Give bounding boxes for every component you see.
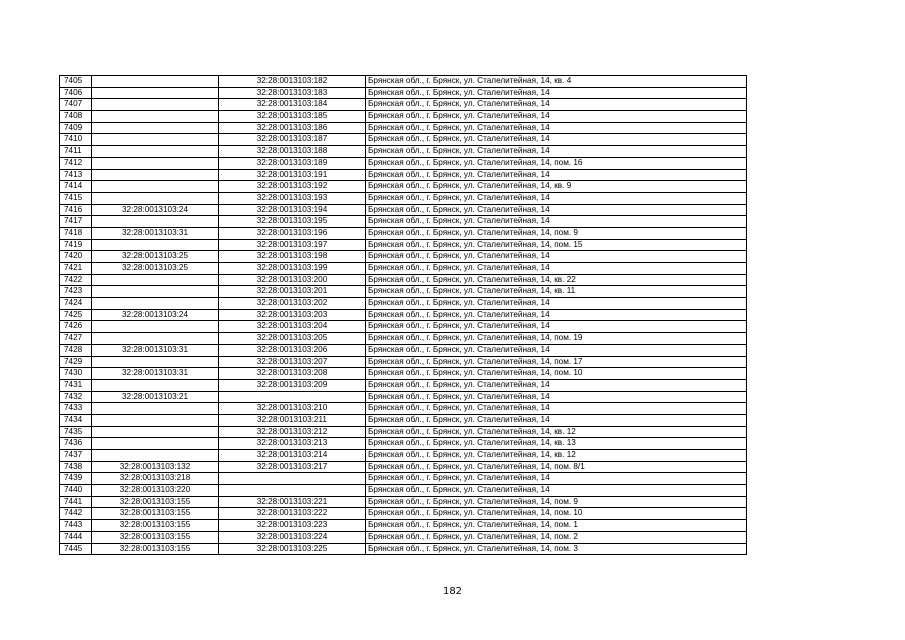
row-number-cell: 7422	[60, 274, 92, 286]
table-row	[60, 99, 747, 111]
row-number-cell: 7430	[60, 368, 92, 380]
table-row	[60, 286, 747, 298]
row-number-cell: 7435	[60, 426, 92, 438]
address-cell: Брянская обл., г. Брянск, ул. Сталелитейная, 14	[366, 216, 747, 228]
object-cadastral-number-cell: 32:28:0013103:213	[219, 438, 366, 450]
object-cadastral-number-cell: 32:28:0013103:191	[219, 169, 366, 181]
table-row	[60, 309, 747, 321]
row-number-cell: 7445	[60, 543, 92, 555]
row-number-cell: 7415	[60, 192, 92, 204]
table-row	[60, 169, 747, 181]
object-cadastral-number-cell: 32:28:0013103:221	[219, 496, 366, 508]
table-row	[60, 403, 747, 415]
object-cadastral-number-cell: 32:28:0013103:197	[219, 239, 366, 251]
table-row	[60, 181, 747, 193]
address-cell: Брянская обл., г. Брянск, ул. Сталелитейная, 14	[366, 122, 747, 134]
land-parcel-cadastral-cell	[92, 192, 219, 204]
property-registry-table	[59, 75, 747, 555]
table-row	[60, 461, 747, 473]
land-parcel-cadastral-cell	[92, 298, 219, 310]
object-cadastral-number-cell: 32:28:0013103:209	[219, 379, 366, 391]
address-cell: Брянская обл., г. Брянск, ул. Сталелитейная, 14	[366, 344, 747, 356]
land-parcel-cadastral-cell	[92, 122, 219, 134]
address-cell: Брянская обл., г. Брянск, ул. Сталелитейная, 14	[366, 414, 747, 426]
table-row	[60, 204, 747, 216]
row-number-cell: 7419	[60, 239, 92, 251]
address-cell: Брянская обл., г. Брянск, ул. Сталелитейная, 14, кв. 4	[366, 76, 747, 88]
land-parcel-cadastral-cell	[92, 134, 219, 146]
address-cell: Брянская обл., г. Брянск, ул. Сталелитейная, 14	[366, 321, 747, 333]
land-parcel-cadastral-cell: 32:28:0013103:25	[92, 263, 219, 275]
object-cadastral-number-cell: 32:28:0013103:196	[219, 227, 366, 239]
table-row	[60, 531, 747, 543]
row-number-cell: 7407	[60, 99, 92, 111]
land-parcel-cadastral-cell	[92, 181, 219, 193]
table-row	[60, 216, 747, 228]
row-number-cell: 7443	[60, 520, 92, 532]
object-cadastral-number-cell: 32:28:0013103:211	[219, 414, 366, 426]
row-number-cell: 7437	[60, 450, 92, 462]
row-number-cell: 7444	[60, 531, 92, 543]
land-parcel-cadastral-cell	[92, 216, 219, 228]
row-number-cell: 7410	[60, 134, 92, 146]
land-parcel-cadastral-cell	[92, 356, 219, 368]
address-cell: Брянская обл., г. Брянск, ул. Сталелитейная, 14, пом. 9	[366, 227, 747, 239]
address-cell: Брянская обл., г. Брянск, ул. Сталелитейная, 14	[366, 263, 747, 275]
address-cell: Брянская обл., г. Брянск, ул. Сталелитейная, 14, пом. 17	[366, 356, 747, 368]
address-cell: Брянская обл., г. Брянск, ул. Сталелитейная, 14	[366, 169, 747, 181]
address-cell: Брянская обл., г. Брянск, ул. Сталелитейная, 14, пом. 2	[366, 531, 747, 543]
address-cell: Брянская обл., г. Брянск, ул. Сталелитейная, 14	[366, 309, 747, 321]
table-row	[60, 520, 747, 532]
object-cadastral-number-cell: 32:28:0013103:202	[219, 298, 366, 310]
table-row	[60, 543, 747, 555]
object-cadastral-number-cell: 32:28:0013103:189	[219, 157, 366, 169]
land-parcel-cadastral-cell	[92, 403, 219, 415]
address-cell: Брянская обл., г. Брянск, ул. Сталелитейная, 14, пом. 3	[366, 543, 747, 555]
table-row	[60, 473, 747, 485]
object-cadastral-number-cell: 32:28:0013103:223	[219, 520, 366, 532]
object-cadastral-number-cell: 32:28:0013103:184	[219, 99, 366, 111]
land-parcel-cadastral-cell	[92, 146, 219, 158]
row-number-cell: 7425	[60, 309, 92, 321]
object-cadastral-number-cell: 32:28:0013103:200	[219, 274, 366, 286]
object-cadastral-number-cell: 32:28:0013103:204	[219, 321, 366, 333]
row-number-cell: 7418	[60, 227, 92, 239]
row-number-cell: 7426	[60, 321, 92, 333]
object-cadastral-number-cell: 32:28:0013103:205	[219, 333, 366, 345]
table-row	[60, 450, 747, 462]
object-cadastral-number-cell: 32:28:0013103:210	[219, 403, 366, 415]
address-cell: Брянская обл., г. Брянск, ул. Сталелитейная, 14, пом. 15	[366, 239, 747, 251]
table-row	[60, 157, 747, 169]
object-cadastral-number-cell: 32:28:0013103:183	[219, 87, 366, 99]
address-cell: Брянская обл., г. Брянск, ул. Сталелитейная, 14, кв. 11	[366, 286, 747, 298]
object-cadastral-number-cell	[219, 485, 366, 497]
land-parcel-cadastral-cell	[92, 76, 219, 88]
page-number: 182	[442, 586, 463, 597]
object-cadastral-number-cell: 32:28:0013103:186	[219, 122, 366, 134]
row-number-cell: 7421	[60, 263, 92, 275]
object-cadastral-number-cell: 32:28:0013103:185	[219, 111, 366, 123]
address-cell: Брянская обл., г. Брянск, ул. Сталелитейная, 14	[366, 134, 747, 146]
table-row	[60, 368, 747, 380]
land-parcel-cadastral-cell: 32:28:0013103:132	[92, 461, 219, 473]
land-parcel-cadastral-cell	[92, 321, 219, 333]
object-cadastral-number-cell: 32:28:0013103:224	[219, 531, 366, 543]
table-row	[60, 426, 747, 438]
address-cell: Брянская обл., г. Брянск, ул. Сталелитейная, 14	[366, 146, 747, 158]
address-cell: Брянская обл., г. Брянск, ул. Сталелитейная, 14, кв. 12	[366, 450, 747, 462]
row-number-cell: 7416	[60, 204, 92, 216]
land-parcel-cadastral-cell	[92, 414, 219, 426]
land-parcel-cadastral-cell	[92, 99, 219, 111]
table-row	[60, 87, 747, 99]
row-number-cell: 7413	[60, 169, 92, 181]
row-number-cell: 7423	[60, 286, 92, 298]
address-cell: Брянская обл., г. Брянск, ул. Сталелитейная, 14, пом. 19	[366, 333, 747, 345]
row-number-cell: 7411	[60, 146, 92, 158]
address-cell: Брянская обл., г. Брянск, ул. Сталелитейная, 14, кв. 13	[366, 438, 747, 450]
land-parcel-cadastral-cell	[92, 426, 219, 438]
row-number-cell: 7414	[60, 181, 92, 193]
land-parcel-cadastral-cell	[92, 87, 219, 99]
object-cadastral-number-cell: 32:28:0013103:187	[219, 134, 366, 146]
object-cadastral-number-cell: 32:28:0013103:207	[219, 356, 366, 368]
table-row	[60, 251, 747, 263]
row-number-cell: 7434	[60, 414, 92, 426]
table-row	[60, 414, 747, 426]
land-parcel-cadastral-cell: 32:28:0013103:31	[92, 344, 219, 356]
table-row	[60, 333, 747, 345]
table-row	[60, 239, 747, 251]
row-number-cell: 7429	[60, 356, 92, 368]
land-parcel-cadastral-cell	[92, 379, 219, 391]
object-cadastral-number-cell: 32:28:0013103:195	[219, 216, 366, 228]
table-row	[60, 508, 747, 520]
object-cadastral-number-cell: 32:28:0013103:199	[219, 263, 366, 275]
table-row	[60, 263, 747, 275]
land-parcel-cadastral-cell: 32:28:0013103:24	[92, 309, 219, 321]
address-cell: Брянская обл., г. Брянск, ул. Сталелитейная, 14, пом. 1	[366, 520, 747, 532]
address-cell: Брянская обл., г. Брянск, ул. Сталелитейная, 14	[366, 204, 747, 216]
land-parcel-cadastral-cell: 32:28:0013103:155	[92, 496, 219, 508]
table-row	[60, 122, 747, 134]
object-cadastral-number-cell: 32:28:0013103:194	[219, 204, 366, 216]
row-number-cell: 7417	[60, 216, 92, 228]
land-parcel-cadastral-cell	[92, 157, 219, 169]
address-cell: Брянская обл., г. Брянск, ул. Сталелитейная, 14	[366, 391, 747, 403]
row-number-cell: 7412	[60, 157, 92, 169]
land-parcel-cadastral-cell	[92, 274, 219, 286]
table-row	[60, 298, 747, 310]
table-row	[60, 344, 747, 356]
object-cadastral-number-cell: 32:28:0013103:217	[219, 461, 366, 473]
address-cell: Брянская обл., г. Брянск, ул. Сталелитейная, 14	[366, 99, 747, 111]
table-row	[60, 192, 747, 204]
row-number-cell: 7420	[60, 251, 92, 263]
address-cell: Брянская обл., г. Брянск, ул. Сталелитейная, 14, пом. 10	[366, 508, 747, 520]
object-cadastral-number-cell: 32:28:0013103:188	[219, 146, 366, 158]
row-number-cell: 7439	[60, 473, 92, 485]
row-number-cell: 7433	[60, 403, 92, 415]
address-cell: Брянская обл., г. Брянск, ул. Сталелитейная, 14, пом. 16	[366, 157, 747, 169]
table-row	[60, 227, 747, 239]
land-parcel-cadastral-cell	[92, 438, 219, 450]
object-cadastral-number-cell: 32:28:0013103:212	[219, 426, 366, 438]
row-number-cell: 7440	[60, 485, 92, 497]
row-number-cell: 7405	[60, 76, 92, 88]
object-cadastral-number-cell: 32:28:0013103:193	[219, 192, 366, 204]
table-row	[60, 391, 747, 403]
row-number-cell: 7432	[60, 391, 92, 403]
address-cell: Брянская обл., г. Брянск, ул. Сталелитейная, 14	[366, 87, 747, 99]
address-cell: Брянская обл., г. Брянск, ул. Сталелитейная, 14, кв. 12	[366, 426, 747, 438]
object-cadastral-number-cell: 32:28:0013103:192	[219, 181, 366, 193]
address-cell: Брянская обл., г. Брянск, ул. Сталелитейная, 14, пом. 8/1	[366, 461, 747, 473]
land-parcel-cadastral-cell: 32:28:0013103:155	[92, 531, 219, 543]
address-cell: Брянская обл., г. Брянск, ул. Сталелитейная, 14, пом. 10	[366, 368, 747, 380]
row-number-cell: 7436	[60, 438, 92, 450]
table-row	[60, 496, 747, 508]
land-parcel-cadastral-cell	[92, 169, 219, 181]
land-parcel-cadastral-cell	[92, 239, 219, 251]
row-number-cell: 7428	[60, 344, 92, 356]
table-row	[60, 321, 747, 333]
row-number-cell: 7438	[60, 461, 92, 473]
land-parcel-cadastral-cell: 32:28:0013103:155	[92, 520, 219, 532]
land-parcel-cadastral-cell: 32:28:0013103:24	[92, 204, 219, 216]
land-parcel-cadastral-cell: 32:28:0013103:31	[92, 368, 219, 380]
address-cell: Брянская обл., г. Брянск, ул. Сталелитейная, 14, кв. 9	[366, 181, 747, 193]
land-parcel-cadastral-cell: 32:28:0013103:21	[92, 391, 219, 403]
land-parcel-cadastral-cell: 32:28:0013103:155	[92, 543, 219, 555]
land-parcel-cadastral-cell: 32:28:0013103:220	[92, 485, 219, 497]
address-cell: Брянская обл., г. Брянск, ул. Сталелитейная, 14	[366, 251, 747, 263]
row-number-cell: 7409	[60, 122, 92, 134]
land-parcel-cadastral-cell: 32:28:0013103:31	[92, 227, 219, 239]
address-cell: Брянская обл., г. Брянск, ул. Сталелитейная, 14, пом. 9	[366, 496, 747, 508]
land-parcel-cadastral-cell	[92, 333, 219, 345]
object-cadastral-number-cell	[219, 473, 366, 485]
object-cadastral-number-cell	[219, 391, 366, 403]
table-row	[60, 134, 747, 146]
table-row	[60, 76, 747, 88]
land-parcel-cadastral-cell: 32:28:0013103:25	[92, 251, 219, 263]
table-row	[60, 146, 747, 158]
object-cadastral-number-cell: 32:28:0013103:203	[219, 309, 366, 321]
land-parcel-cadastral-cell	[92, 286, 219, 298]
row-number-cell: 7427	[60, 333, 92, 345]
address-cell: Брянская обл., г. Брянск, ул. Сталелитейная, 14	[366, 473, 747, 485]
table-row	[60, 438, 747, 450]
table-row	[60, 485, 747, 497]
address-cell: Брянская обл., г. Брянск, ул. Сталелитейная, 14	[366, 111, 747, 123]
row-number-cell: 7431	[60, 379, 92, 391]
table-row	[60, 111, 747, 123]
land-parcel-cadastral-cell	[92, 111, 219, 123]
address-cell: Брянская обл., г. Брянск, ул. Сталелитейная, 14	[366, 403, 747, 415]
object-cadastral-number-cell: 32:28:0013103:206	[219, 344, 366, 356]
object-cadastral-number-cell: 32:28:0013103:182	[219, 76, 366, 88]
address-cell: Брянская обл., г. Брянск, ул. Сталелитейная, 14	[366, 298, 747, 310]
land-parcel-cadastral-cell: 32:28:0013103:155	[92, 508, 219, 520]
object-cadastral-number-cell: 32:28:0013103:222	[219, 508, 366, 520]
address-cell: Брянская обл., г. Брянск, ул. Сталелитейная, 14, кв. 22	[366, 274, 747, 286]
address-cell: Брянская обл., г. Брянск, ул. Сталелитейная, 14	[366, 192, 747, 204]
object-cadastral-number-cell: 32:28:0013103:198	[219, 251, 366, 263]
registry-table-body	[60, 76, 747, 555]
address-cell: Брянская обл., г. Брянск, ул. Сталелитейная, 14	[366, 379, 747, 391]
row-number-cell: 7406	[60, 87, 92, 99]
table-row	[60, 274, 747, 286]
row-number-cell: 7442	[60, 508, 92, 520]
address-cell: Брянская обл., г. Брянск, ул. Сталелитейная, 14	[366, 485, 747, 497]
row-number-cell: 7408	[60, 111, 92, 123]
row-number-cell: 7441	[60, 496, 92, 508]
object-cadastral-number-cell: 32:28:0013103:208	[219, 368, 366, 380]
object-cadastral-number-cell: 32:28:0013103:201	[219, 286, 366, 298]
table-row	[60, 356, 747, 368]
object-cadastral-number-cell: 32:28:0013103:225	[219, 543, 366, 555]
land-parcel-cadastral-cell	[92, 450, 219, 462]
row-number-cell: 7424	[60, 298, 92, 310]
land-parcel-cadastral-cell: 32:28:0013103:218	[92, 473, 219, 485]
table-row	[60, 379, 747, 391]
object-cadastral-number-cell: 32:28:0013103:214	[219, 450, 366, 462]
